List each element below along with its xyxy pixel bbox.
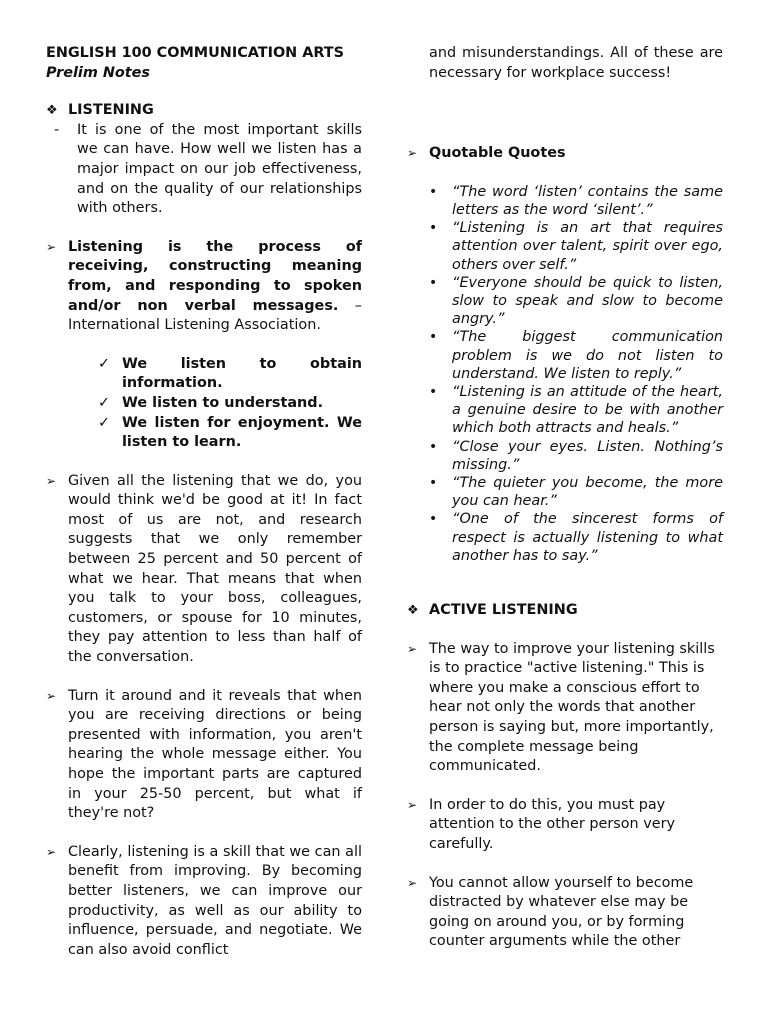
arrow-bullet-icon: ➢ bbox=[407, 641, 418, 656]
bullet-icon: • bbox=[429, 274, 438, 291]
dash-bullet-icon: - bbox=[54, 121, 60, 138]
definition-row bbox=[46, 238, 362, 336]
continuation-row bbox=[429, 44, 723, 83]
arrow-bullet-icon: ➢ bbox=[407, 875, 418, 890]
listening-heading-row bbox=[46, 101, 362, 121]
check-icon: ✓ bbox=[98, 394, 111, 411]
active-listening-heading: ACTIVE LISTENING bbox=[429, 602, 578, 619]
list-item bbox=[429, 183, 723, 219]
paragraph-row bbox=[46, 472, 362, 668]
body-paragraph: Clearly, listening is a skill that we can all benefit from improving. By becoming better listeners, we can improve our productivity, as well as our ability to influence, persuade, and negotiate. We can also avoid conflict bbox=[68, 843, 362, 958]
listening-definition bbox=[68, 238, 362, 336]
notes-subtitle: Prelim Notes bbox=[46, 64, 150, 81]
bullet-icon: • bbox=[429, 183, 438, 200]
arrow-bullet-icon: ➢ bbox=[46, 688, 57, 703]
list-item bbox=[429, 219, 723, 274]
body-paragraph: Given all the listening that we do, you would think we'd be good at it! In fact most of us are not, and research suggests that we only remember between 25 percent and 50 percent of what we hear. That means that when you talk to your boss, colleagues, customers, or spouse for 10 minutes, they pay attention to less than half of the conversation. bbox=[68, 472, 362, 666]
quotes-heading-row bbox=[407, 144, 723, 164]
arrow-bullet-icon: ➢ bbox=[46, 844, 57, 859]
list-item bbox=[98, 394, 362, 414]
check-icon: ✓ bbox=[98, 414, 111, 431]
bullet-icon: • bbox=[429, 384, 438, 401]
arrow-bullet-icon: ➢ bbox=[407, 797, 418, 812]
body-paragraph: The way to improve your listening skills is to practice "active listening." This is where you make a conscious effort to hear not only the words that another person is saying but, more importantly, the complete message being communicated. bbox=[429, 640, 715, 775]
arrow-bullet-icon: ➢ bbox=[46, 473, 57, 488]
check-icon: ✓ bbox=[98, 355, 111, 372]
body-paragraph: Turn it around and it reveals that when you are receiving directions or being presented with information, you aren't hearing the whole message either. You hope the important parts are captured in your 25-50 percent, but what if they're not? bbox=[68, 687, 362, 822]
list-item bbox=[429, 383, 723, 438]
quote-text: “The quieter you become, the more you can hear.” bbox=[452, 475, 723, 510]
list-item bbox=[98, 414, 362, 453]
bullet-icon: • bbox=[429, 438, 438, 455]
quotes-heading: Quotable Quotes bbox=[429, 145, 566, 162]
listening-heading: LISTENING bbox=[68, 102, 154, 119]
reason-text: We listen for enjoyment. We listen to learn. bbox=[122, 414, 362, 451]
diamond-bullet-icon: ❖ bbox=[46, 103, 58, 119]
continuation-paragraph: and misunderstandings. All of these are necessary for workplace success! bbox=[429, 45, 723, 81]
left-column bbox=[46, 44, 362, 960]
quote-text: “Everyone should be quick to listen, slow to speak and slow to become angry.” bbox=[452, 274, 723, 328]
paragraph-row bbox=[407, 796, 723, 855]
diamond-bullet-icon: ❖ bbox=[407, 603, 419, 619]
quote-text: “The biggest communication problem is we do not listen to understand. We listen to reply.” bbox=[452, 329, 723, 382]
reasons-list bbox=[46, 355, 362, 453]
list-item bbox=[98, 355, 362, 394]
paragraph-row bbox=[46, 687, 362, 824]
list-item bbox=[429, 274, 723, 329]
arrow-bullet-icon: ➢ bbox=[46, 239, 57, 254]
quote-text: “One of the sincerest forms of respect is actually listening to what another has to say.” bbox=[452, 511, 723, 564]
definition-source: – International Listening Association. bbox=[68, 297, 362, 334]
list-item bbox=[429, 474, 723, 510]
arrow-bullet-icon: ➢ bbox=[407, 146, 418, 161]
course-title: ENGLISH 100 COMMUNICATION ARTS bbox=[46, 45, 344, 61]
list-item bbox=[429, 510, 723, 565]
quotes-list bbox=[407, 183, 723, 565]
active-listening-heading-row bbox=[407, 601, 723, 621]
list-item bbox=[429, 438, 723, 474]
definition-text: is the process of receiving, constructing meaning from, and responding to spoken and/or non verbal messages. bbox=[68, 238, 362, 314]
right-column bbox=[407, 44, 723, 952]
listening-intro: It is one of the most important skills we can have. How well we listen has a major impact on our job effectiveness, and on the quality of our relationships with others. bbox=[77, 121, 362, 217]
quote-text: “The word ‘listen’ contains the same letters as the word ‘silent’.” bbox=[452, 183, 723, 218]
body-paragraph: In order to do this, you must pay attention to the other person very carefully. bbox=[429, 796, 676, 852]
paragraph-row bbox=[407, 640, 723, 777]
paragraph-row bbox=[407, 874, 723, 952]
quote-text: “Listening is an attitude of the heart, a genuine desire to be with another which both attracts and heals.” bbox=[452, 384, 723, 437]
reason-text: We listen to understand. bbox=[122, 394, 324, 411]
bullet-icon: • bbox=[429, 329, 438, 346]
listening-intro-row bbox=[46, 121, 362, 219]
bullet-icon: • bbox=[429, 511, 438, 528]
quote-text: “Listening is an art that requires attention over talent, spirit over ego, others over self.” bbox=[452, 220, 723, 273]
body-paragraph: You cannot allow yourself to become distracted by whatever else may be going on around you, or by forming counter arguments while the other bbox=[429, 874, 694, 950]
list-item bbox=[429, 328, 723, 383]
quote-text: “Close your eyes. Listen. Nothing’s missing.” bbox=[452, 438, 723, 473]
bullet-icon: • bbox=[429, 475, 438, 492]
reason-text: We listen to obtain information. bbox=[122, 355, 362, 392]
bullet-icon: • bbox=[429, 220, 438, 237]
definition-term: Listening bbox=[68, 238, 144, 255]
paragraph-row bbox=[46, 843, 362, 961]
